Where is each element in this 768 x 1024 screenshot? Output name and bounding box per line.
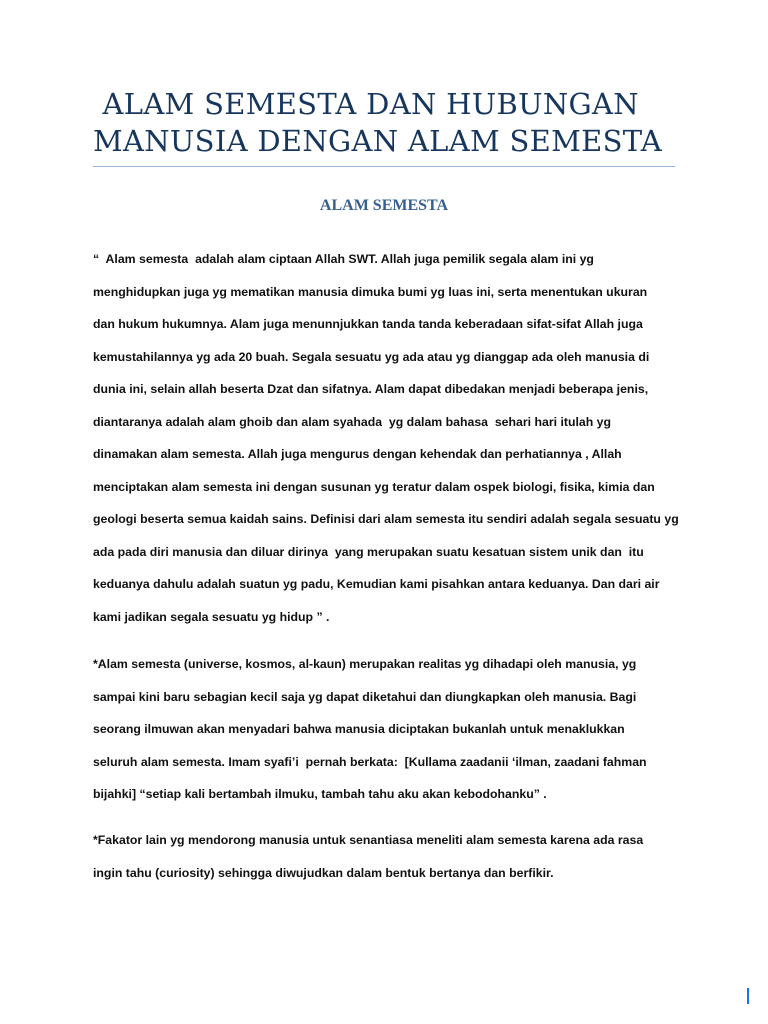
paragraph-universe-reality [93,654,683,817]
paragraph-line: menghidupkan juga yg mematikan manusia dimuka bumi yg luas ini, serta menentukan ukuran [93,284,648,299]
paragraph-line: menciptakan alam semesta ini dengan susunan yg teratur dalam ospek biologi, fisika, kimia dan [93,479,655,494]
paragraph-line: keduanya dahulu adalah suatun yg padu, Kemudian kami pisahkan antara keduanya. Dan dari air [93,577,660,591]
paragraph-line: seorang ilmuwan akan menyadari bahwa manusia diciptakan bukanlah untuk menaklukkan [93,722,625,736]
paragraph-line: kemustahilannya yg ada 20 buah. Segala sesuatu yg ada atau yg dianggap ada oleh manusia di [93,349,650,364]
paragraph-line: diantaranya adalah alam ghoib dan alam syahada yg dalam bahasa sehari hari itulah yg [93,414,612,429]
title-line-2: MANUSIA DENGAN ALAM SEMESTA [93,124,663,158]
paragraph-curiosity [93,830,683,895]
paragraph-line: ingin tahu (curiosity) sehingga diwujudkan dalam bentuk bertanya dan berfikir. [93,865,554,880]
paragraph-line: geologi beserta semua kaidah sains. Definisi dari alam semesta itu sendiri adalah segala sesuatu yg [93,512,679,526]
document-title [93,86,683,160]
paragraph-line: kami jadikan segala sesuatu yg hidup ” . [93,609,330,624]
paragraph-line: dan hukum hukumnya. Alam juga menunnjukkan tanda tanda keberadaan sifat-sifat Allah juga [93,317,643,331]
section-heading: ALAM SEMESTA [319,197,449,214]
paragraph-line: dunia ini, selain allah beserta Dzat dan sifatnya. Alam dapat dibedakan menjadi beberapa jenis, [93,382,649,396]
paragraph-definition [93,249,683,639]
text-cursor-marker [747,988,749,1004]
paragraph-line: *Fakator lain yg mendorong manusia untuk senantiasa meneliti alam semesta karena ada rasa [93,833,644,847]
paragraph-line: *Alam semesta (universe, kosmos, al-kaun) merupakan realitas yg dihadapi oleh manusia, yg [93,657,637,671]
title-line-1: ALAM SEMESTA DAN HUBUNGAN [93,87,639,121]
paragraph-line: ada pada diri manusia dan diluar dirinya yang merupakan suatu kesatuan sistem unik dan itu [93,544,644,559]
paragraph-line: seluruh alam semesta. Imam syafi’i pernah berkata: [Kullama zaadanii ‘ilman, zaadani fahman [93,754,647,769]
paragraph-line: sampai kini baru sebagian kecil saja yg dapat diketahui dan diungkapkan oleh manusia. Bagi [93,689,637,704]
paragraph-line: “ Alam semesta adalah alam ciptaan Allah SWT. Allah juga pemilik segala alam ini yg [93,252,594,266]
paragraph-line: dinamakan alam semesta. Allah juga mengurus dengan kehendak dan perhatiannya , Allah [93,447,622,461]
title-underline-rule [93,166,675,168]
paragraph-line: bijahki] “setiap kali bertambah ilmuku, tambah tahu aku akan kebodohanku” . [93,787,547,801]
